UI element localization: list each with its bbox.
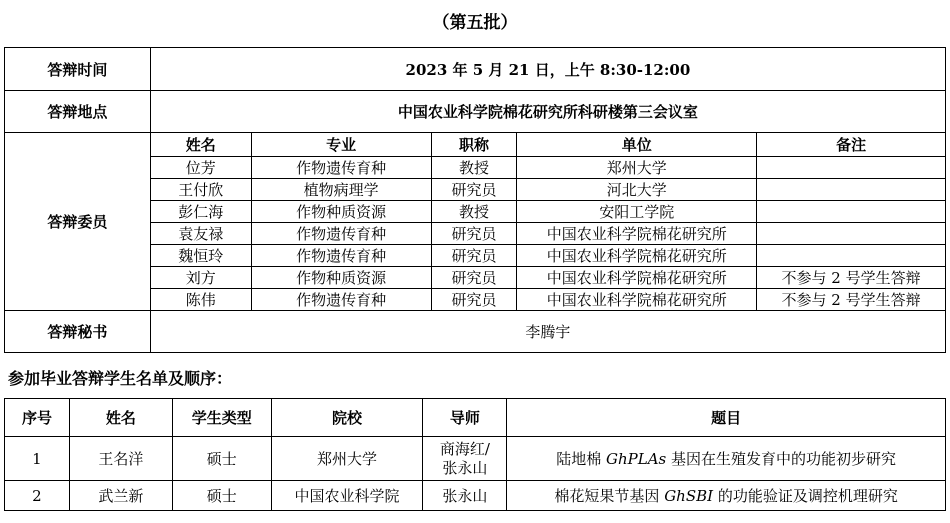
committee-title: 研究员	[431, 267, 517, 289]
committee-name: 王付欣	[150, 179, 251, 201]
committee-name: 陈伟	[150, 289, 251, 311]
committee-note: 不参与 2 号学生答辩	[757, 267, 946, 289]
students-table	[4, 398, 946, 511]
committee-name: 魏恒玲	[150, 245, 251, 267]
committee-label: 答辩委员	[5, 133, 151, 311]
committee-note: 不参与 2 号学生答辩	[757, 289, 946, 311]
committee-unit: 中国农业科学院棉花研究所	[517, 245, 757, 267]
committee-major: 作物种质资源	[251, 201, 431, 223]
defense-info-table	[4, 47, 946, 353]
advisor-line-1: 商海红/	[439, 439, 490, 458]
committee-unit: 安阳工学院	[517, 201, 757, 223]
student-type: 硕士	[172, 437, 271, 481]
student-topic	[507, 481, 946, 511]
students-header-type: 学生类型	[172, 399, 271, 437]
student-school: 中国农业科学院	[271, 481, 423, 511]
time-value: 2023 年 5 月 21 日，上午 8:30-12:00	[150, 48, 945, 91]
committee-header-unit: 单位	[517, 133, 757, 157]
secretary-value: 李腾宇	[150, 311, 945, 353]
committee-name: 位芳	[150, 157, 251, 179]
committee-unit: 中国农业科学院棉花研究所	[517, 223, 757, 245]
student-row	[5, 481, 946, 511]
committee-note	[757, 157, 946, 179]
topic-suffix: 的功能验证及调控机理研究	[713, 487, 898, 505]
committee-major: 植物病理学	[251, 179, 431, 201]
topic-prefix: 陆地棉	[556, 450, 607, 468]
topic-suffix: 基因在生殖发育中的功能初步研究	[666, 450, 897, 468]
committee-title: 研究员	[431, 223, 517, 245]
committee-note	[757, 201, 946, 223]
student-advisor	[423, 437, 507, 481]
students-header-name: 姓名	[69, 399, 172, 437]
topic-prefix: 棉花短果节基因	[554, 487, 665, 505]
committee-title: 研究员	[431, 179, 517, 201]
place-value: 中国农业科学院棉花研究所科研楼第三会议室	[150, 91, 945, 133]
committee-unit: 中国农业科学院棉花研究所	[517, 289, 757, 311]
committee-major: 作物遗传育种	[251, 223, 431, 245]
students-header-advisor: 导师	[423, 399, 507, 437]
student-name: 王名洋	[69, 437, 172, 481]
topic-gene: GhPLAs	[606, 450, 667, 468]
committee-header-major: 专业	[251, 133, 431, 157]
student-advisor: 张永山	[423, 481, 507, 511]
time-label: 答辩时间	[5, 48, 151, 91]
batch-title: （第五批）	[432, 13, 518, 33]
committee-major: 作物遗传育种	[251, 245, 431, 267]
committee-note	[757, 223, 946, 245]
committee-name: 袁友禄	[150, 223, 251, 245]
committee-unit: 中国农业科学院棉花研究所	[517, 267, 757, 289]
committee-title: 研究员	[431, 289, 517, 311]
place-label: 答辩地点	[5, 91, 151, 133]
students-header-school: 院校	[271, 399, 423, 437]
committee-name: 彭仁海	[150, 201, 251, 223]
committee-name: 刘方	[150, 267, 251, 289]
committee-note	[757, 179, 946, 201]
committee-major: 作物遗传育种	[251, 157, 431, 179]
committee-unit: 郑州大学	[517, 157, 757, 179]
students-header-no: 序号	[5, 399, 70, 437]
student-no: 2	[5, 481, 70, 511]
student-no: 1	[5, 437, 70, 481]
committee-header-note: 备注	[757, 133, 946, 157]
secretary-label: 答辩秘书	[5, 311, 151, 353]
committee-unit: 河北大学	[517, 179, 757, 201]
advisor-line-2: 张永山	[442, 458, 488, 477]
topic-gene: GhSBI	[664, 487, 714, 505]
committee-major: 作物种质资源	[251, 267, 431, 289]
committee-note	[757, 245, 946, 267]
student-school: 郑州大学	[271, 437, 423, 481]
committee-title: 研究员	[431, 245, 517, 267]
student-name: 武兰新	[69, 481, 172, 511]
student-topic	[507, 437, 946, 481]
students-header-topic: 题目	[507, 399, 946, 437]
student-row	[5, 437, 946, 481]
committee-title: 教授	[431, 201, 517, 223]
committee-major: 作物遗传育种	[251, 289, 431, 311]
committee-header-name: 姓名	[150, 133, 251, 157]
committee-header-title: 职称	[431, 133, 517, 157]
student-type: 硕士	[172, 481, 271, 511]
committee-title: 教授	[431, 157, 517, 179]
students-section-title: 参加毕业答辩学生名单及顺序：	[8, 369, 233, 388]
